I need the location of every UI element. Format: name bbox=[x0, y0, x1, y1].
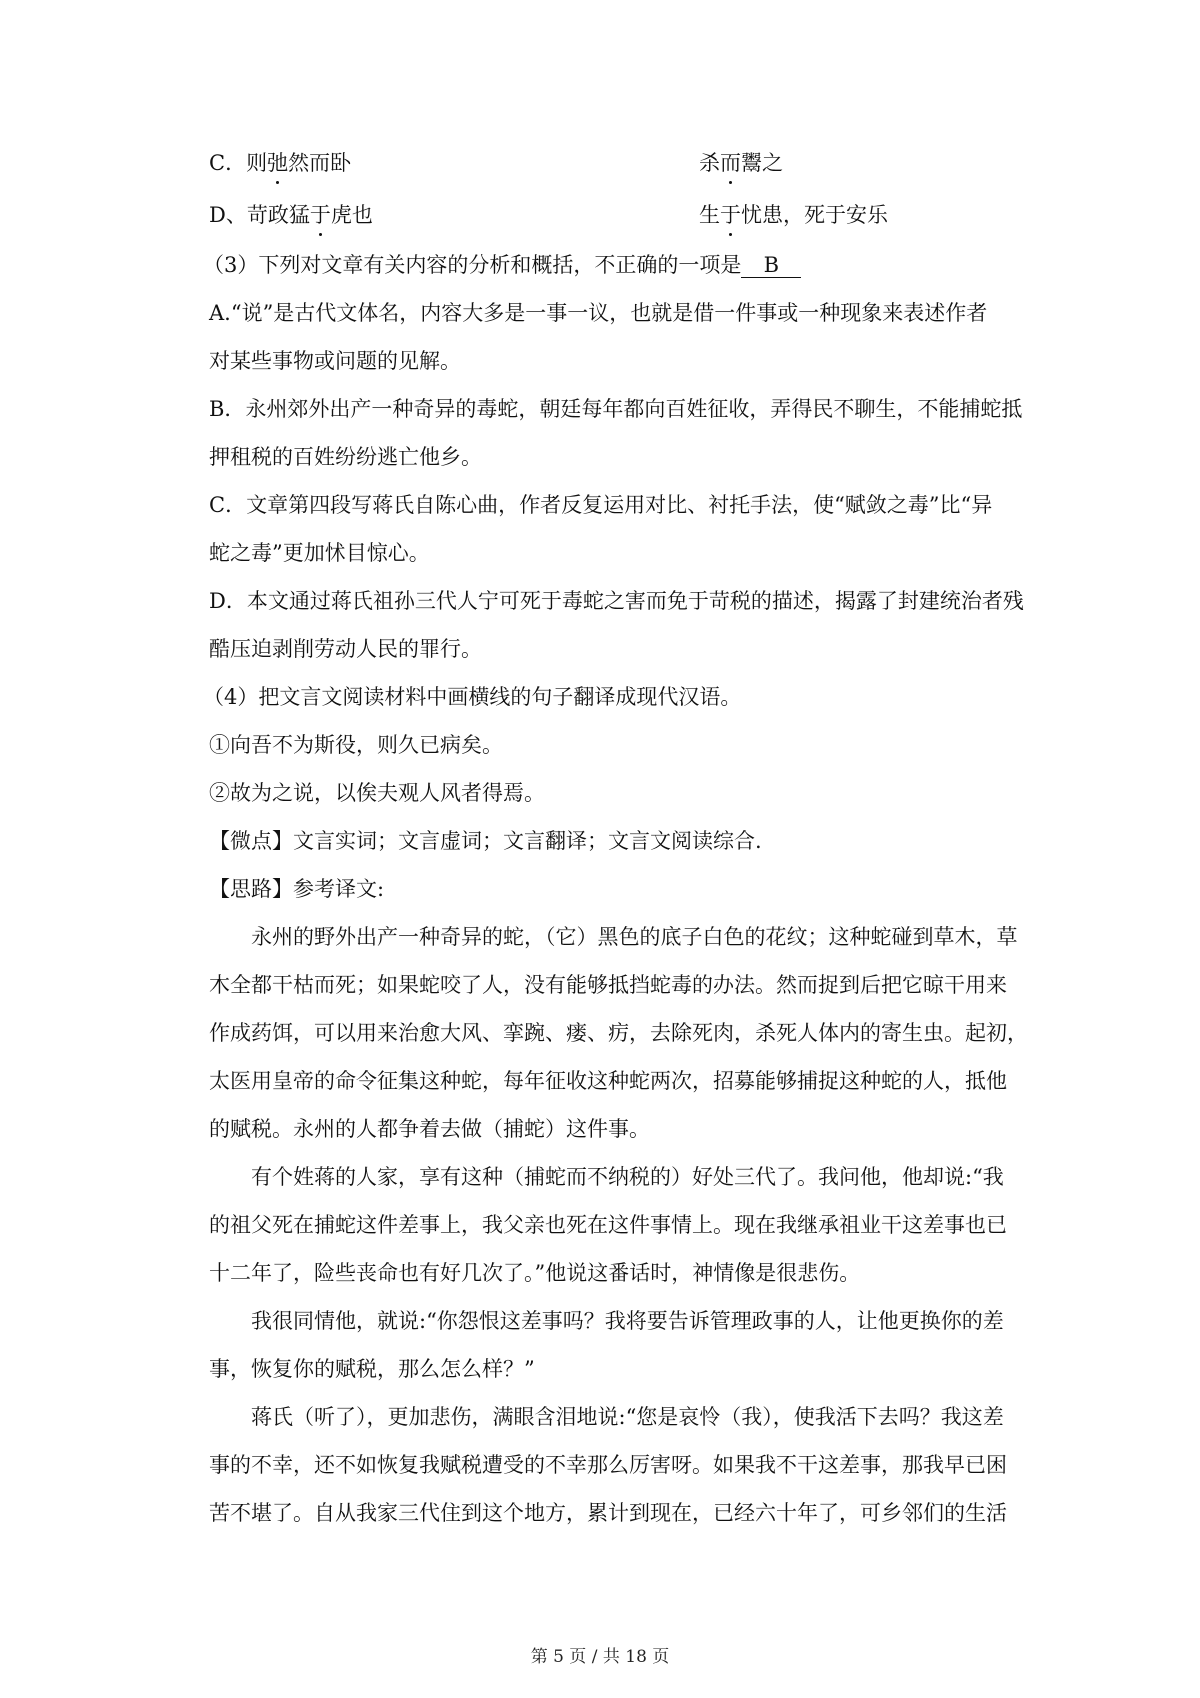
option-c-left-pre: 则 bbox=[246, 151, 268, 175]
q3-option-c-line-2: 蛇之毒”更加怵目惊心。 bbox=[209, 541, 430, 565]
option-d-left-post: 虎也 bbox=[330, 203, 373, 227]
option-c-row bbox=[209, 148, 1029, 178]
option-c-right bbox=[699, 148, 783, 178]
q3-option-b-line-1: B．永州郊外出产一种奇异的毒蛇，朝廷每年都向百姓征收，弄得民不聊生，不能捕蛇抵 bbox=[209, 397, 1023, 421]
q3-option-b-line-2: 押租税的百姓纷纷逃亡他乡。 bbox=[209, 445, 482, 469]
q3-option-a-line-1: A.“说”是古代文体名，内容大多是一事一议，也就是借一件事或一种现象来表述作者 bbox=[209, 301, 988, 325]
question-3-stem bbox=[203, 250, 1023, 280]
q3-option-d-line-2: 酷压迫剥削劳动人民的罪行。 bbox=[209, 637, 482, 661]
translation-line: 事，恢复你的赋税，那么怎么样？” bbox=[209, 1357, 535, 1381]
translation-line: 太医用皇帝的命令征集这种蛇，每年征收这种蛇两次，招募能够捕捉这种蛇的人，抵他 bbox=[209, 1069, 1007, 1093]
option-d-right bbox=[699, 200, 888, 230]
translation-line: 有个姓蒋的人家，享有这种（捕蛇而不纳税的）好处三代了。我问他，他却说:“我 bbox=[251, 1165, 1004, 1189]
translation-line: 苦不堪了。自从我家三代住到这个地方，累计到现在，已经六十年了，可乡邻们的生活 bbox=[209, 1501, 1007, 1525]
page-footer: 第 5 页 / 共 18 页 bbox=[530, 1647, 670, 1667]
q3-option-a-line-2: 对某些事物或问题的见解。 bbox=[209, 349, 461, 373]
option-c-left-post: 然而卧 bbox=[288, 151, 352, 175]
q3-option-d-line-1: D．本文通过蒋氏祖孙三代人宁可死于毒蛇之害而免于苛税的描述，揭露了封建统治者残 bbox=[209, 589, 1024, 613]
option-d-right-post: 忧患，死于安乐 bbox=[741, 203, 888, 227]
q3-option-c-line-1: C．文章第四段写蒋氏自陈心曲，作者反复运用对比、衬托手法，使“赋敛之毒”比“异 bbox=[209, 493, 993, 517]
translation-line: 蒋氏（听了），更加悲伤，满眼含泪地说:“您是哀怜（我），使我活下去吗？我这差 bbox=[251, 1405, 1004, 1429]
weidian-line: 【微点】文言实词；文言虚词；文言翻译；文言文阅读综合. bbox=[209, 829, 762, 853]
option-d-right-dotted: 于 bbox=[720, 200, 741, 230]
option-c-right-pre: 杀 bbox=[699, 151, 720, 175]
translation-line: 木全都干枯而死；如果蛇咬了人，没有能够抵挡蛇毒的办法。然而捉到后把它晾干用来 bbox=[209, 973, 1007, 997]
translation-line: 作成药饵，可以用来治愈大风、挛踠、瘘、疠，去除死肉，杀死人体内的寄生虫。起初， bbox=[209, 1021, 1028, 1045]
option-c-label: C． bbox=[209, 151, 247, 175]
translation-line: 的赋税。永州的人都争着去做（捕蛇）这件事。 bbox=[209, 1117, 650, 1141]
question-3-text: （3）下列对文章有关内容的分析和概括，不正确的一项是 bbox=[203, 253, 742, 277]
option-d-right-pre: 生 bbox=[699, 203, 720, 227]
option-d-left-pre: 苛政猛 bbox=[246, 203, 310, 227]
option-c-right-dotted: 而 bbox=[720, 148, 741, 178]
option-c-right-post: 鬻之 bbox=[741, 151, 783, 175]
translation-line: 的祖父死在捕蛇这件差事上，我父亲也死在这件事情上。现在我继承祖业干这差事也已 bbox=[209, 1213, 1007, 1237]
translation-line: 我很同情他，就说:“你怨恨这差事吗？我将要告诉管理政事的人，让他更换你的差 bbox=[251, 1309, 1004, 1333]
option-d-left-dotted: 于 bbox=[310, 200, 331, 230]
question-4-sentence-1: ①向吾不为斯役，则久已病矣。 bbox=[209, 733, 503, 757]
option-d-row bbox=[209, 200, 1029, 230]
silu-line: 【思路】参考译文: bbox=[209, 877, 385, 901]
translation-line: 事的不幸，还不如恢复我赋税遭受的不幸那么厉害呀。如果我不干这差事，那我早已困 bbox=[209, 1453, 1007, 1477]
option-c-left-dotted: 弛 bbox=[267, 148, 288, 178]
translation-line: 十二年了，险些丧命也有好几次了。”他说这番话时，神情像是很悲伤。 bbox=[209, 1261, 861, 1285]
question-4-stem: （4）把文言文阅读材料中画横线的句子翻译成现代汉语。 bbox=[203, 685, 742, 709]
question-4-sentence-2: ②故为之说，以俟夫观人风者得焉。 bbox=[209, 781, 545, 805]
question-3-answer: B bbox=[741, 253, 801, 278]
translation-line: 永州的野外出产一种奇异的蛇，（它）黑色的底子白色的花纹；这种蛇碰到草木，草 bbox=[251, 925, 1018, 949]
option-d-label: D、 bbox=[209, 203, 247, 227]
